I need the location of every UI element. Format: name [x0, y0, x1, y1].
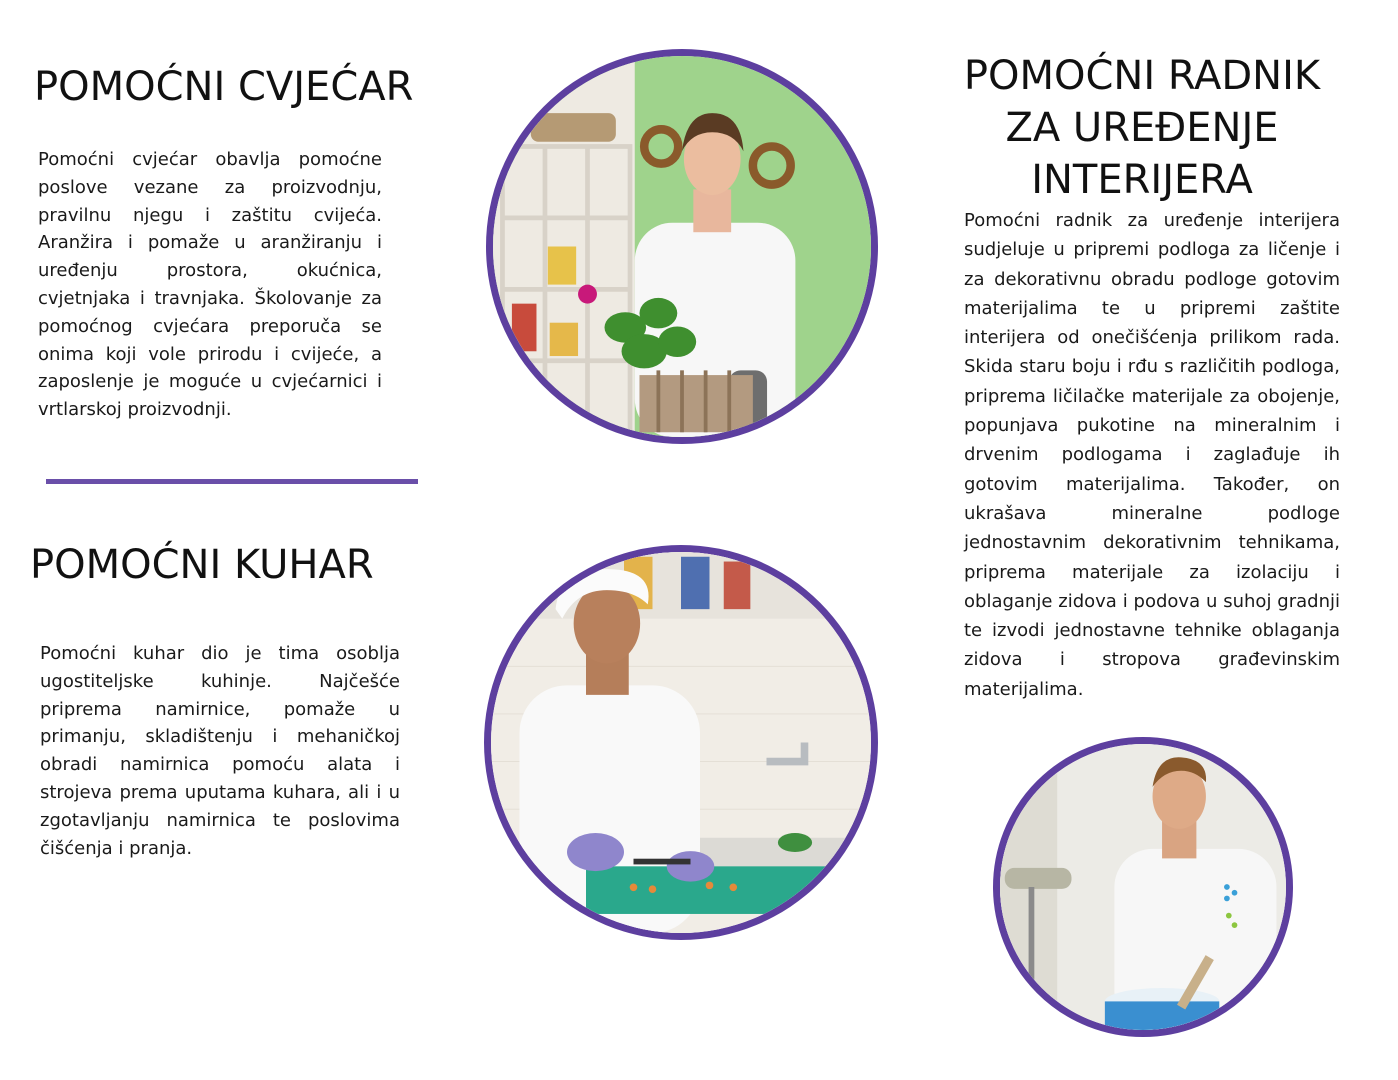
section-text-interijer: Pomoćni radnik za uređenje interijera sudjeluje u pripremi podloga za ličenje i za dekorativnu obradu podloge gotovim materijalima te u pripremi zaštite interijera od onečišćenja prilikom rada. Skida staru boju i rđu s različitih podloga, priprema ličilačke materijale za obojenje, popunjava pukotine na mineralnim i drvenim podlogama i zaglađuje ih gotovim materijalima. Također, on ukrašava mineralne podloge jednostavnim dekorativnim tehnikama, priprema materijale za izolaciju i oblaganje zidova i podova u suhoj gradnji te izvodi jednostavne tehnike oblaganja zidova i stropova građevinskim materijalima. — [964, 210, 1340, 700]
section-title-cvjecar: POMOĆNI CVJEĆAR — [34, 64, 414, 110]
photo-cook — [484, 545, 878, 940]
section-divider — [46, 479, 418, 484]
section-text-cvjecar: Pomoćni cvjećar obavlja pomoćne poslove vezane za proizvodnju, pravilnu njegu i zaštitu cvijeća. Aranžira i pomaže u aranžiranju i uređenju prostora, okućnica, cvjetnjaka i travnjaka. Školovanje za pomoćnog cvjećara preporuča se onima koji vole prirodu i cvijeće, a zaposlenje je moguće u cvjećarnici i vrtlarskoj proizvodnji. — [38, 149, 382, 421]
photo-decorator — [993, 737, 1293, 1037]
cook-illustration — [491, 552, 871, 933]
section-text-kuhar: Pomoćni kuhar dio je tima osoblja ugostiteljske kuhinje. Najčešće priprema namirnice, pomaže u primanju, skladištenju i mehaničkoj obradi namirnica pomoću alata i strojeva prema uputama kuhara, ali i u zgotavljanju namirnica te poslovima čišćenja i pranja. — [40, 643, 400, 859]
section-title-interijer: POMOĆNI RADNIK ZA UREĐENJE INTERIJERA — [963, 53, 1321, 203]
florist-illustration — [493, 56, 871, 437]
section-title-kuhar: POMOĆNI KUHAR — [30, 542, 374, 588]
photo-florist — [486, 49, 878, 444]
decorator-illustration — [1000, 744, 1286, 1030]
